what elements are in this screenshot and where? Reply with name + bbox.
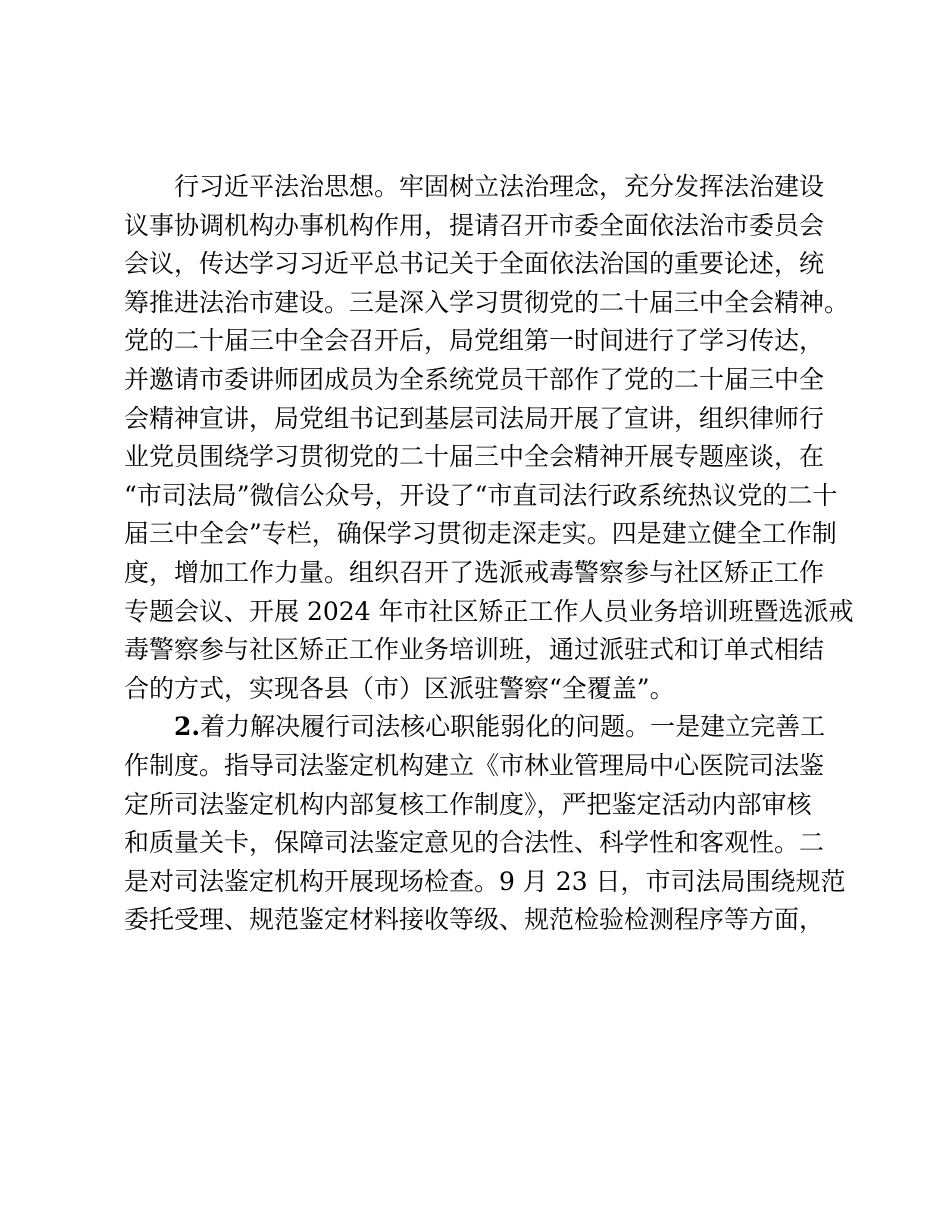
section-number: 2.	[174, 712, 201, 742]
text-line: 专题会议、开展 2024 年市社区矫正工作人员业务培训班暨选派戒	[124, 596, 854, 626]
text-line: 筹推进法治市建设。三是深入学习贯彻党的二十届三中全会精神。	[124, 287, 850, 317]
text-line: 和质量关卡，保障司法鉴定意见的合法性、科学性和客观性。二	[124, 828, 825, 858]
text-line: 行习近平法治思想。牢固树立法治理念，充分发挥法治建设	[174, 172, 825, 201]
section-heading-text: 着力解决履行司法核心职能弱化的问题。一是建立完善工	[200, 712, 826, 742]
text-line: 毒警察参与社区矫正工作业务培训班，通过派驻式和订单式相结	[124, 635, 825, 665]
text-line: 合的方式，实现各县（市）区派驻警察“全覆盖”。	[124, 673, 675, 703]
document-body	[124, 168, 854, 940]
text-line: 是对司法鉴定机构开展现场检查。9 月 23 日，市司法局围绕规范	[124, 866, 846, 896]
text-line: 定所司法鉴定机构内部复核工作制度》，严把鉴定活动内部审核	[124, 789, 812, 819]
text-line: 党的二十届三中全会召开后，局党组第一时间进行了学习传达，	[124, 326, 825, 356]
text-line: 委托受理、规范鉴定材料接收等级、规范检验检测程序等方面，	[124, 905, 825, 935]
section-heading-line	[124, 708, 844, 747]
text-line: 作制度。指导司法鉴定机构建立《市林业管理局中心医院司法鉴	[124, 750, 825, 780]
text-line: 度，增加工作力量。组织召开了选派戒毒警察参与社区矫正工作	[124, 557, 825, 587]
paragraph	[124, 168, 854, 708]
text-line: 会议，传达学习习近平总书记关于全面依法治国的重要论述，统	[124, 249, 825, 279]
text-line: 业党员围绕学习贯彻党的二十届三中全会精神开展专题座谈，在	[124, 442, 825, 472]
text-line: “市司法局”微信公众号，开设了“市直司法行政系统热议党的二十	[124, 480, 838, 510]
text-line: 议事协调机构办事机构作用，提请召开市委全面依法治市委员会	[124, 210, 825, 240]
text-line: 届三中全会”专栏，确保学习贯彻走深走实。四是建立健全工作制	[124, 519, 837, 549]
text-line: 并邀请市委讲师团成员为全系统党员干部作了党的二十届三中全	[124, 364, 825, 394]
paragraph	[124, 708, 844, 940]
text-line: 会精神宣讲，局党组书记到基层司法局开展了宣讲，组织律师行	[124, 403, 825, 433]
